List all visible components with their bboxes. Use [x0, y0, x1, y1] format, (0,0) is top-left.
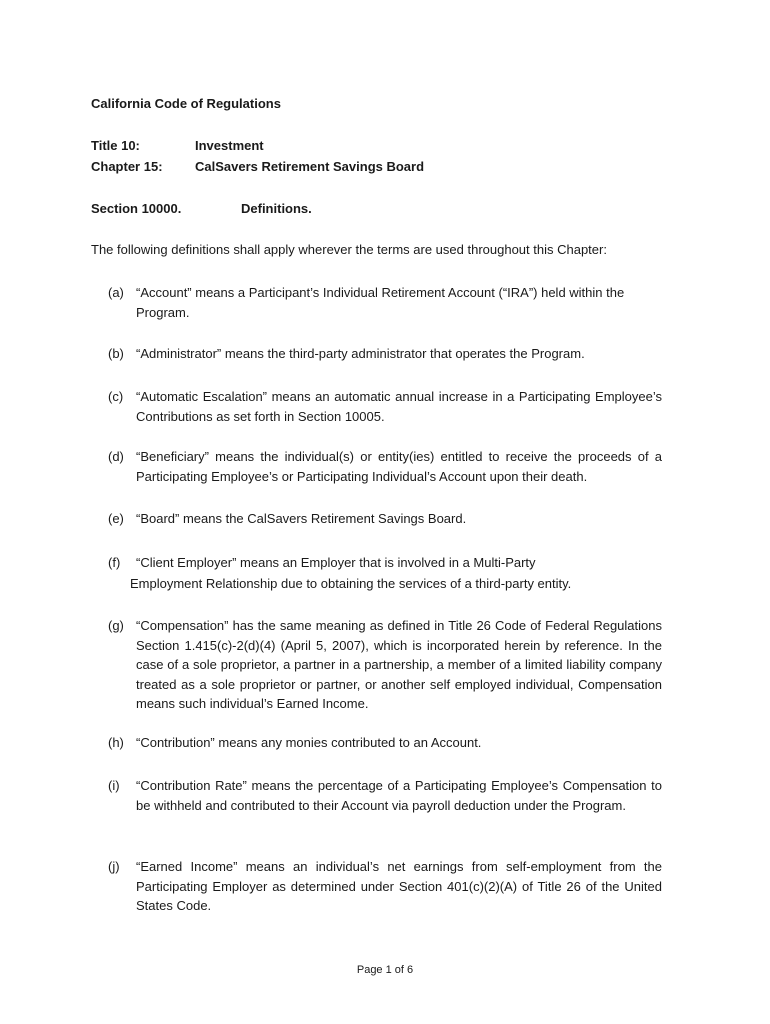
- definition-label: (g): [108, 618, 124, 633]
- definition-item: [108, 857, 662, 916]
- definition-item: [108, 283, 662, 322]
- definition-item: [108, 509, 662, 529]
- definition-text: “Automatic Escalation” means an automatic annual increase in a Participating Employee’s Contributions as set forth in Section 10005.: [136, 389, 662, 424]
- definition-label: (e): [108, 511, 124, 526]
- definition-item: [108, 344, 662, 364]
- chapter-value: CalSavers Retirement Savings Board: [195, 159, 425, 174]
- definition-label: (d): [108, 449, 124, 464]
- definition-text: “Compensation” has the same meaning as defined in Title 26 Code of Federal Regulations Section 1.415(c)-2(d)(4) (April 5, 2007), which is incorporated herein by reference. In the case of a sole proprietor, a partner in a partnership, a member of a limited liability company treated as a sole proprietor or partner, or another self employed individual, Compensation means such individual’s Earned Income.: [136, 618, 662, 711]
- definition-label: (j): [108, 859, 120, 874]
- definition-text: “Board” means the CalSavers Retirement Savings Board.: [136, 511, 467, 526]
- definition-text: “Contribution” means any monies contributed to an Account.: [136, 735, 482, 750]
- definition-text: “Contribution Rate” means the percentage of a Participating Employee’s Compensation to be withheld and contributed to their Account via payroll deduction under the Program.: [136, 778, 662, 813]
- title-label: Title 10:: [91, 138, 140, 153]
- definition-item: [108, 733, 662, 753]
- title-value: Investment: [195, 138, 264, 153]
- definition-text: “Earned Income” means an individual’s net earnings from self-employment from the Participating Employer as determined under Section 401(c)(2)(A) of Title 26 of the United States Code.: [136, 859, 662, 913]
- definition-item: [108, 387, 662, 426]
- definition-item: [108, 616, 662, 714]
- definition-label: (f): [108, 555, 121, 570]
- definition-label: (i): [108, 778, 120, 793]
- intro-paragraph: The following definitions shall apply wherever the terms are used throughout this Chapter:: [91, 242, 607, 257]
- definition-item: [108, 552, 662, 594]
- definition-item: [108, 447, 662, 486]
- definition-text-line1: “Client Employer” means an Employer that is involved in a Multi-Party: [136, 555, 536, 570]
- chapter-label: Chapter 15:: [91, 159, 163, 174]
- definition-text-line2: Employment Relationship due to obtaining the services of a third-party entity.: [130, 576, 572, 591]
- definition-label: (h): [108, 735, 124, 750]
- definition-text: “Administrator” means the third-party administrator that operates the Program.: [136, 346, 585, 361]
- definition-item: [108, 776, 662, 815]
- definition-label: (c): [108, 389, 124, 404]
- code-title: California Code of Regulations: [91, 96, 281, 111]
- section-label: Section 10000.: [91, 201, 182, 216]
- section-value: Definitions.: [241, 201, 312, 216]
- definition-label: (a): [108, 285, 124, 300]
- definition-label: (b): [108, 346, 124, 361]
- page-number: Page 1 of 6: [356, 964, 414, 976]
- definition-text: “Account” means a Participant’s Individual Retirement Account (“IRA”) held within the Program.: [136, 285, 625, 320]
- definition-text: “Beneficiary” means the individual(s) or entity(ies) entitled to receive the proceeds of a Participating Employee’s or Participating Individual’s Account upon their death.: [136, 449, 662, 484]
